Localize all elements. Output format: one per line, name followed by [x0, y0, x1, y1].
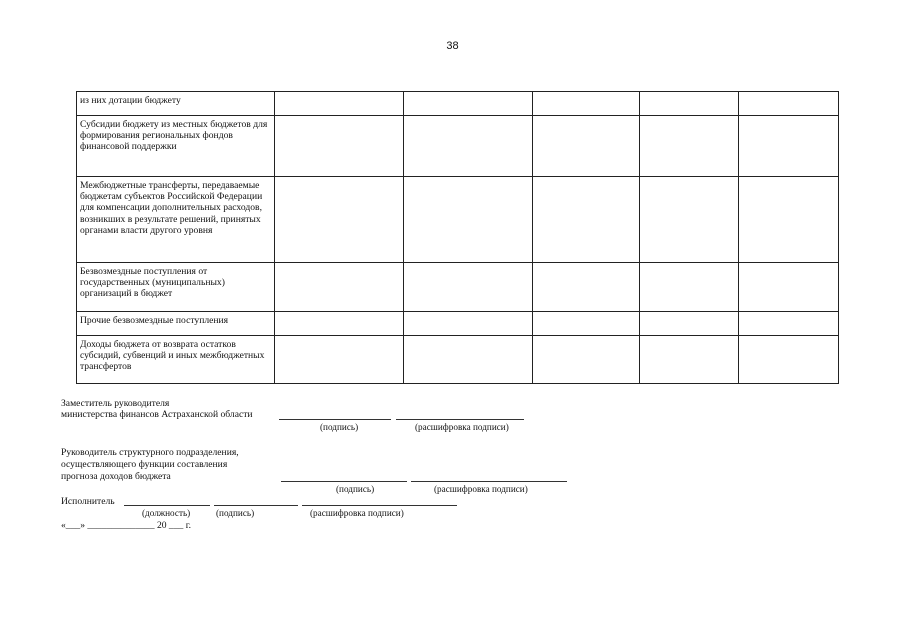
table-cell	[739, 312, 839, 336]
executor-position-line	[124, 505, 210, 506]
table-row	[77, 263, 839, 312]
head-title-line3: прогноза доходов бюджета	[61, 471, 171, 482]
table-cell	[404, 336, 533, 384]
head-decoding-caption: (расшифровка подписи)	[434, 484, 528, 494]
table-cell	[640, 92, 739, 116]
row-label: Межбюджетные трансферты, передаваемые бюджетам субъектов Российской Федерации для компенсации дополнительных расходов, возникших в результате решений, принятых органами власти другого уровня	[77, 177, 275, 263]
head-decoding-line	[411, 481, 567, 482]
table-cell	[404, 312, 533, 336]
table-cell	[404, 92, 533, 116]
table-cell	[640, 312, 739, 336]
table-cell	[275, 116, 404, 177]
table-cell	[739, 336, 839, 384]
table-cell	[739, 177, 839, 263]
deputy-signature-caption: (подпись)	[320, 422, 359, 432]
table-cell	[404, 116, 533, 177]
table-cell	[640, 263, 739, 312]
row-label: Субсидии бюджету из местных бюджетов для формирования региональных фондов финансовой поддержки	[77, 116, 275, 177]
head-signature-caption: (подпись)	[336, 484, 375, 494]
table-row	[77, 312, 839, 336]
table-cell	[739, 92, 839, 116]
table-cell	[533, 336, 640, 384]
executor-signature-line	[214, 505, 298, 506]
table-cell	[533, 177, 640, 263]
table-cell	[533, 92, 640, 116]
deputy-title-line2: министерства финансов Астраханской области	[61, 409, 253, 420]
executor-signature-caption: (подпись)	[216, 508, 255, 518]
head-signature-line	[281, 481, 407, 482]
table-row	[77, 336, 839, 384]
table-cell	[275, 263, 404, 312]
table-cell	[275, 177, 404, 263]
table-cell	[275, 92, 404, 116]
executor-label: Исполнитель	[61, 496, 115, 507]
row-label: из них дотации бюджету	[77, 92, 275, 116]
table-cell	[404, 177, 533, 263]
table-cell	[275, 336, 404, 384]
table-cell	[275, 312, 404, 336]
head-title-line1: Руководитель структурного подразделения,	[61, 447, 239, 458]
table-cell	[533, 312, 640, 336]
head-title-line2: осуществляющего функции составления	[61, 459, 228, 470]
table-cell	[739, 116, 839, 177]
deputy-signature-line	[279, 419, 391, 420]
table-cell	[404, 263, 533, 312]
budget-table	[76, 91, 839, 384]
executor-position-caption: (должность)	[142, 508, 191, 518]
table-cell	[640, 177, 739, 263]
executor-decoding-line	[302, 505, 457, 506]
row-label: Безвозмездные поступления от государственных (муниципальных) организаций в бюджет	[77, 263, 275, 312]
executor-decoding-caption: (расшифровка подписи)	[310, 508, 404, 518]
table-row	[77, 116, 839, 177]
table-cell	[640, 336, 739, 384]
deputy-title-line1: Заместитель руководителя	[61, 398, 170, 409]
deputy-decoding-caption: (расшифровка подписи)	[415, 422, 509, 432]
deputy-decoding-line	[396, 419, 524, 420]
table-row	[77, 177, 839, 263]
row-label: Прочие безвозмездные поступления	[77, 312, 275, 336]
table-cell	[533, 263, 640, 312]
row-label: Доходы бюджета от возврата остатков субсидий, субвенций и иных межбюджетных трансфертов	[77, 336, 275, 384]
page-number: 38	[446, 40, 459, 52]
table-row	[77, 92, 839, 116]
table-cell	[533, 116, 640, 177]
date-line: «___» ______________ 20 ___ г.	[61, 520, 191, 531]
table-cell	[640, 116, 739, 177]
table-cell	[739, 263, 839, 312]
